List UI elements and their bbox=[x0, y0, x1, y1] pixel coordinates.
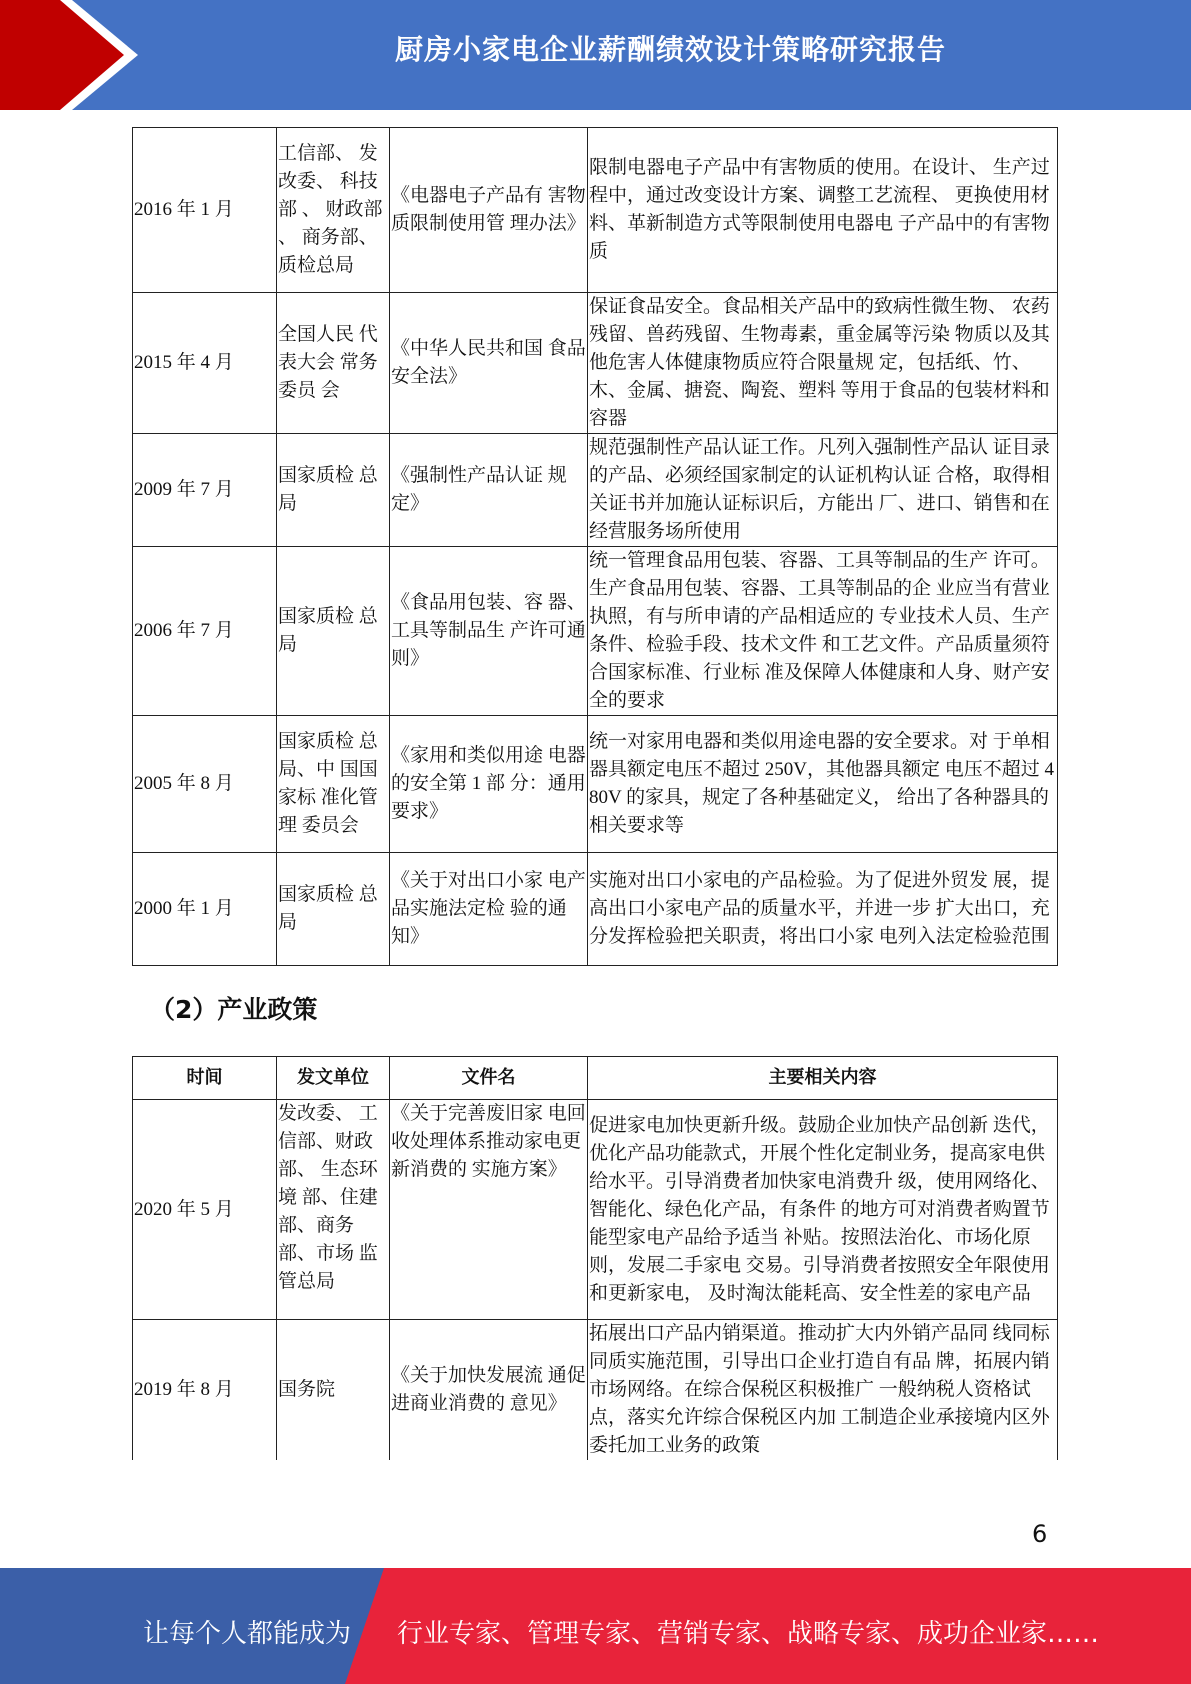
header-issuer: 发文单位 bbox=[277, 1057, 390, 1100]
cell-issuer: 全国人民 代表大会 常务委员 会 bbox=[277, 293, 390, 434]
table-row bbox=[133, 547, 1058, 716]
cell-issuer: 国家质检 总局、中 国国家标 准化管理 委员会 bbox=[277, 716, 390, 853]
section-heading: （2）产业政策 bbox=[150, 995, 318, 1024]
table-header-row bbox=[133, 1057, 1058, 1100]
cell-time: 2005 年 8 月 bbox=[133, 716, 277, 853]
page-number: 6 bbox=[1032, 1520, 1048, 1548]
cell-time: 2000 年 1 月 bbox=[133, 853, 277, 966]
cell-time: 2019 年 8 月 bbox=[133, 1320, 277, 1461]
cell-issuer: 国家质检 总局 bbox=[277, 853, 390, 966]
page-header bbox=[0, 0, 1191, 110]
footer-slogan-left: 让每个人都能成为 bbox=[143, 1619, 352, 1649]
cell-issuer: 国务院 bbox=[277, 1320, 390, 1461]
cell-time: 2016 年 1 月 bbox=[133, 128, 277, 293]
cell-content: 限制电器电子产品中有害物质的使用。在设计、 生产过程中，通过改变设计方案、调整工艺流程、 更换使用材料、革新制造方式等限制使用电器电 子产品中的有害物质 bbox=[588, 128, 1058, 293]
cell-content: 统一对家用电器和类似用途电器的安全要求。对 于单相器具额定电压不超过 250V，其他器具额定 电压不超过 480V 的家具，规定了各种基础定义， 给出了各种器具的相关要求等 bbox=[588, 716, 1058, 853]
table-row bbox=[133, 1320, 1058, 1461]
cell-time: 2006 年 7 月 bbox=[133, 547, 277, 716]
cell-issuer: 发改委、 工信部、财政部、 生态环境 部、住建部、商务部、市场 监管总局 bbox=[277, 1100, 390, 1320]
header-chevron-icon bbox=[0, 0, 150, 110]
cell-content: 规范强制性产品认证工作。凡列入强制性产品认 证目录的产品、必须经国家制定的认证机构认证 合格，取得相关证书并加施认证标识后，方能出 厂、进口、销售和在经营服务场所使用 bbox=[588, 434, 1058, 547]
cell-content: 实施对出口小家电的产品检验。为了促进外贸发 展，提高出口小家电产品的质量水平，并进一步 扩大出口，充分发挥检验把关职责，将出口小家 电列入法定检验范围 bbox=[588, 853, 1058, 966]
footer-slogan-right: 行业专家、管理专家、营销专家、战略专家、成功企业家…… bbox=[397, 1619, 1100, 1649]
cell-time: 2009 年 7 月 bbox=[133, 434, 277, 547]
header-doc: 文件名 bbox=[390, 1057, 588, 1100]
table-row bbox=[133, 716, 1058, 853]
cell-content: 拓展出口产品内销渠道。推动扩大内外销产品同 线同标同质实施范围，引导出口企业打造自有品 牌，拓展内销市场网络。在综合保税区积极推广 一般纳税人资格试点，落实允许综合保税区内加 工制造企业承接境内区外委托加工业务的政策 bbox=[588, 1320, 1058, 1461]
header-time: 时间 bbox=[133, 1057, 277, 1100]
cell-doc: 《关于对出口小家 电产品实施法定检 验的通知》 bbox=[390, 853, 588, 966]
cell-content: 统一管理食品用包装、容器、工具等制品的生产 许可。生产食品用包装、容器、工具等制品的企 业应当有营业执照，有与所申请的产品相适应的 专业技术人员、生产条件、检验手段、技术文件 和工艺文件。产品质量须符合国家标准、行业标 准及保障人体健康和人身、财产安全的要求 bbox=[588, 547, 1058, 716]
cell-doc: 《中华人民共和国 食品安全法》 bbox=[390, 293, 588, 434]
cell-doc: 《电器电子产品有 害物质限制使用管 理办法》 bbox=[390, 128, 588, 293]
table-row bbox=[133, 128, 1058, 293]
table-row bbox=[133, 853, 1058, 966]
table-row bbox=[133, 434, 1058, 547]
table-row bbox=[133, 1100, 1058, 1320]
cell-content: 促进家电加快更新升级。鼓励企业加快产品创新 迭代，优化产品功能款式，开展个性化定制业务，提高家电供给水平。引导消费者加快家电消费升 级，使用网络化、智能化、绿色化产品，有条件 的地方可对消费者购置节能型家电产品给予适当 补贴。按照法治化、市场化原则，发展二手家电 交易。引导消费者按照安全年限使用和更新家电， 及时淘汰能耗高、安全性差的家电产品 bbox=[588, 1100, 1058, 1320]
table-row bbox=[133, 293, 1058, 434]
cell-content: 保证食品安全。食品相关产品中的致病性微生物、 农药残留、兽药残留、生物毒素，重金属等污染 物质以及其他危害人体健康物质应符合限量规 定，包括纸、竹、木、金属、搪瓷、陶瓷、塑料 等用于食品的包装材料和容器 bbox=[588, 293, 1058, 434]
report-title: 厨房小家电企业薪酬绩效设计策略研究报告 bbox=[394, 33, 946, 66]
header-content: 主要相关内容 bbox=[588, 1057, 1058, 1100]
cell-issuer: 国家质检 总局 bbox=[277, 434, 390, 547]
cell-doc: 《关于完善废旧家 电回收处理体系推动家电更新消费的 实施方案》 bbox=[390, 1100, 588, 1320]
cell-issuer: 国家质检 总局 bbox=[277, 547, 390, 716]
cell-doc: 《强制性产品认证 规定》 bbox=[390, 434, 588, 547]
industry-policy-table bbox=[132, 1056, 1058, 1460]
cell-doc: 《家用和类似用途 电器的安全第 1 部 分：通用要求》 bbox=[390, 716, 588, 853]
cell-doc: 《食品用包装、容 器、工具等制品生 产许可通则》 bbox=[390, 547, 588, 716]
cell-time: 2015 年 4 月 bbox=[133, 293, 277, 434]
cell-doc: 《关于加快发展流 通促进商业消费的 意见》 bbox=[390, 1320, 588, 1461]
regulation-table bbox=[132, 127, 1058, 966]
cell-issuer: 工信部、 发改委、 科技部 、 财政部 、 商务部、 质检总局 bbox=[277, 128, 390, 293]
cell-time: 2020 年 5 月 bbox=[133, 1100, 277, 1320]
